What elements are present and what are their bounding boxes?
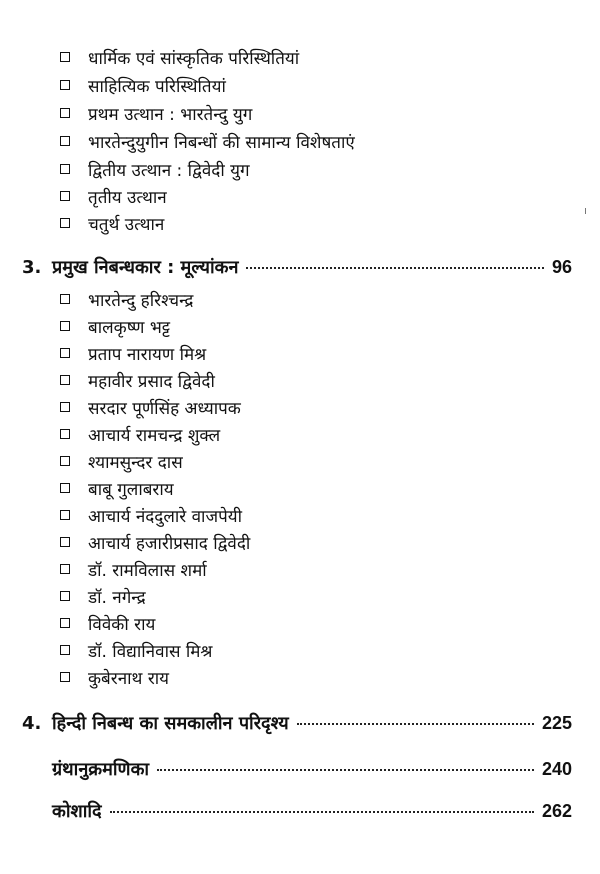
list-item	[60, 72, 226, 98]
toc-entry-bibliography[interactable]	[52, 757, 572, 781]
list-item-label: साहित्यिक परिस्थितियां	[88, 76, 226, 97]
checkbox-bullet-icon	[60, 108, 70, 118]
list-item	[60, 556, 207, 582]
list-item-label: बाबू गुलाबराय	[88, 479, 174, 500]
list-item	[60, 156, 250, 182]
checkbox-bullet-icon	[60, 672, 70, 682]
list-item-label: डॉ. रामविलास शर्मा	[88, 560, 207, 581]
checkbox-bullet-icon	[60, 429, 70, 439]
list-item	[60, 210, 164, 236]
list-item	[60, 421, 220, 447]
toc-entry-title: प्रमुख निबन्धकार : मूल्यांकन	[52, 257, 239, 278]
list-item	[60, 183, 167, 209]
checkbox-bullet-icon	[60, 191, 70, 201]
toc-entry-glossary[interactable]	[52, 799, 572, 823]
list-item	[60, 394, 241, 420]
list-item-label: आचार्य रामचन्द्र शुक्ल	[88, 425, 221, 446]
toc-entry-page: 225	[541, 713, 572, 733]
list-item	[60, 44, 299, 70]
checkbox-bullet-icon	[60, 456, 70, 466]
list-item-label: भारतेन्दुयुगीन निबन्धों की सामान्य विशेषताएं	[88, 132, 355, 153]
checkbox-bullet-icon	[60, 483, 70, 493]
toc-entry-title: कोशादि	[52, 801, 102, 822]
list-item	[60, 475, 174, 501]
list-item-label: बालकृष्ण भट्ट	[88, 317, 171, 338]
toc-entry-title: ग्रंथानुक्रमणिका	[52, 759, 150, 780]
toc-entry-number: 3.	[22, 257, 42, 278]
list-item	[60, 128, 355, 154]
dot-leader	[110, 811, 534, 813]
toc-entry-page: 96	[551, 257, 572, 277]
list-item	[60, 340, 206, 366]
dot-leader	[157, 769, 534, 771]
checkbox-bullet-icon	[60, 321, 70, 331]
list-item-label: आचार्य नंददुलारे वाजपेयी	[88, 506, 242, 527]
toc-entry-page: 240	[541, 759, 572, 779]
list-item	[60, 286, 193, 312]
list-item-label: कुबेरनाथ राय	[88, 668, 170, 689]
list-item	[60, 637, 212, 663]
checkbox-bullet-icon	[60, 537, 70, 547]
list-item	[60, 610, 155, 636]
checkbox-bullet-icon	[60, 164, 70, 174]
dot-leader	[297, 723, 534, 725]
checkbox-bullet-icon	[60, 591, 70, 601]
list-item-label: श्यामसुन्दर दास	[88, 452, 183, 473]
checkbox-bullet-icon	[60, 402, 70, 412]
list-item-label: सरदार पूर्णसिंह अध्यापक	[88, 398, 241, 419]
list-item	[60, 313, 170, 339]
list-item-label: डॉ. नगेन्द्र	[88, 587, 146, 608]
toc-entry-section-4[interactable]	[22, 711, 572, 735]
dot-leader	[246, 267, 544, 269]
list-item-label: भारतेन्दु हरिश्चन्द्र	[88, 290, 194, 311]
checkbox-bullet-icon	[60, 294, 70, 304]
checkbox-bullet-icon	[60, 52, 70, 62]
checkbox-bullet-icon	[60, 618, 70, 628]
list-item-label: प्रथम उत्थान : भारतेन्दु युग	[88, 104, 253, 125]
list-item	[60, 100, 252, 126]
list-item-label: विवेकी राय	[88, 614, 156, 635]
list-item	[60, 502, 242, 528]
list-item-label: डॉ. विद्यानिवास मिश्र	[88, 641, 213, 662]
list-item	[60, 367, 215, 393]
checkbox-bullet-icon	[60, 375, 70, 385]
list-item-label: द्वितीय उत्थान : द्विवेदी युग	[88, 160, 250, 181]
list-item	[60, 448, 183, 474]
checkbox-bullet-icon	[60, 645, 70, 655]
checkbox-bullet-icon	[60, 136, 70, 146]
checkbox-bullet-icon	[60, 80, 70, 90]
list-item	[60, 583, 146, 609]
list-item-label: प्रताप नारायण मिश्र	[88, 344, 207, 365]
checkbox-bullet-icon	[60, 348, 70, 358]
list-item-label: महावीर प्रसाद द्विवेदी	[88, 371, 215, 392]
toc-entry-section-3[interactable]	[22, 255, 572, 279]
toc-entry-number: 4.	[22, 713, 42, 734]
list-item	[60, 529, 250, 555]
toc-entry-title: हिन्दी निबन्ध का समकालीन परिदृश्य	[52, 713, 289, 734]
list-item-label: चतुर्थ उत्थान	[88, 214, 165, 235]
list-item-label: धार्मिक एवं सांस्कृतिक परिस्थितियां	[88, 48, 300, 69]
toc-entry-page: 262	[541, 801, 572, 821]
page-edge-mark	[585, 208, 586, 214]
checkbox-bullet-icon	[60, 218, 70, 228]
checkbox-bullet-icon	[60, 564, 70, 574]
list-item	[60, 664, 169, 690]
list-item-label: आचार्य हजारीप्रसाद द्विवेदी	[88, 533, 251, 554]
checkbox-bullet-icon	[60, 510, 70, 520]
list-item-label: तृतीय उत्थान	[88, 187, 167, 208]
